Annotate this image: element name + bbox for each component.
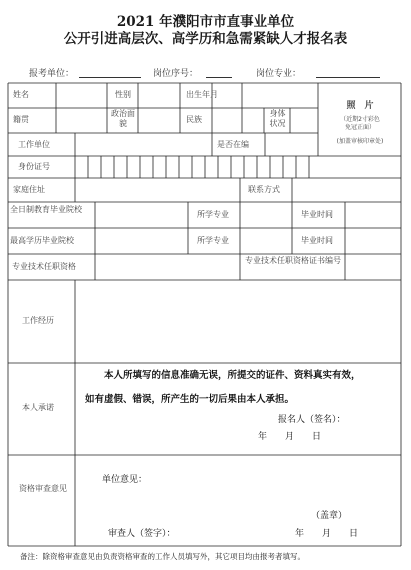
name-label: 姓名 bbox=[13, 90, 29, 99]
stamp-label: （盖章） bbox=[311, 511, 348, 521]
gender-field[interactable] bbox=[139, 84, 179, 107]
promise-label: 本人承诺 bbox=[22, 403, 54, 412]
id-number-label: 身份证号 bbox=[18, 162, 50, 171]
photo-note-size: （近期2寸彩色 bbox=[340, 116, 380, 123]
promise-text-line-1: 本人所填写的信息准确无误，所提交的证件、资料真实有效， bbox=[104, 370, 361, 381]
photo-note-stamp: (加盖审核印章处) bbox=[336, 138, 384, 145]
home-address-field[interactable] bbox=[76, 179, 239, 201]
applied-unit-label: 报考单位： bbox=[29, 69, 75, 79]
certificate-number-label: 专业技术任职资格证书编号 bbox=[245, 256, 341, 265]
gender-label: 性别 bbox=[115, 90, 131, 99]
fulltime-major-label: 所学专业 bbox=[197, 210, 229, 219]
promise-date: 年 月 日 bbox=[258, 432, 322, 442]
contact-label: 联系方式 bbox=[248, 185, 280, 194]
footnote: 备注：除资格审查意见由负责资格审查的工作人员填写外，其它项目均由报考者填写。 bbox=[20, 552, 305, 561]
fulltime-school-label: 全日制教育毕业院校 bbox=[10, 205, 82, 214]
position-major-label: 岗位专业： bbox=[256, 69, 302, 79]
promise-text-line-2: 如有虚假、错误，所产生的一切后果由本人承担。 bbox=[85, 394, 295, 405]
highest-school-label: 最高学历毕业院校 bbox=[10, 236, 74, 245]
ethnicity-label: 民族 bbox=[186, 115, 202, 124]
health-status-label: 身体状况 bbox=[269, 109, 286, 128]
unit-opinion-label: 单位意见： bbox=[102, 475, 148, 485]
workplace-field[interactable] bbox=[76, 134, 211, 155]
birth-date-field[interactable] bbox=[243, 84, 317, 107]
qualification-review-label: 资格审查意见 bbox=[19, 484, 67, 493]
fulltime-grad-time-label: 毕业时间 bbox=[301, 210, 333, 219]
photo-note-front: 免冠正面） bbox=[344, 124, 375, 131]
home-address-label: 家庭住址 bbox=[13, 185, 45, 194]
native-place-label: 籍贯 bbox=[13, 115, 29, 124]
birth-date-label: 出生年月 bbox=[186, 90, 218, 99]
form-title-line-1: 2021 年濮阳市市直事业单位 bbox=[116, 14, 295, 30]
name-field[interactable] bbox=[57, 84, 106, 107]
highest-major-label: 所学专业 bbox=[197, 236, 229, 245]
title-qualification-label: 专业技术任职资格 bbox=[12, 262, 76, 271]
position-seq-label: 岗位序号： bbox=[153, 69, 199, 79]
political-status-label: 政治面貌 bbox=[111, 109, 135, 128]
on-staff-label: 是否在编 bbox=[217, 140, 249, 149]
photo-title: 照 片 bbox=[346, 101, 374, 111]
review-date: 年 月 日 bbox=[295, 529, 359, 539]
applicant-signature-label: 报名人（签名）： bbox=[278, 415, 346, 425]
reviewer-signature-label: 审查人（签字）： bbox=[108, 529, 176, 539]
form-title-line-2: 公开引进高层次、高学历和急需紧缺人才报名表 bbox=[63, 31, 348, 47]
work-experience-field[interactable] bbox=[76, 281, 400, 362]
work-experience-label: 工作经历 bbox=[22, 316, 54, 325]
highest-grad-time-label: 毕业时间 bbox=[301, 236, 333, 245]
workplace-label: 工作单位 bbox=[18, 140, 50, 149]
